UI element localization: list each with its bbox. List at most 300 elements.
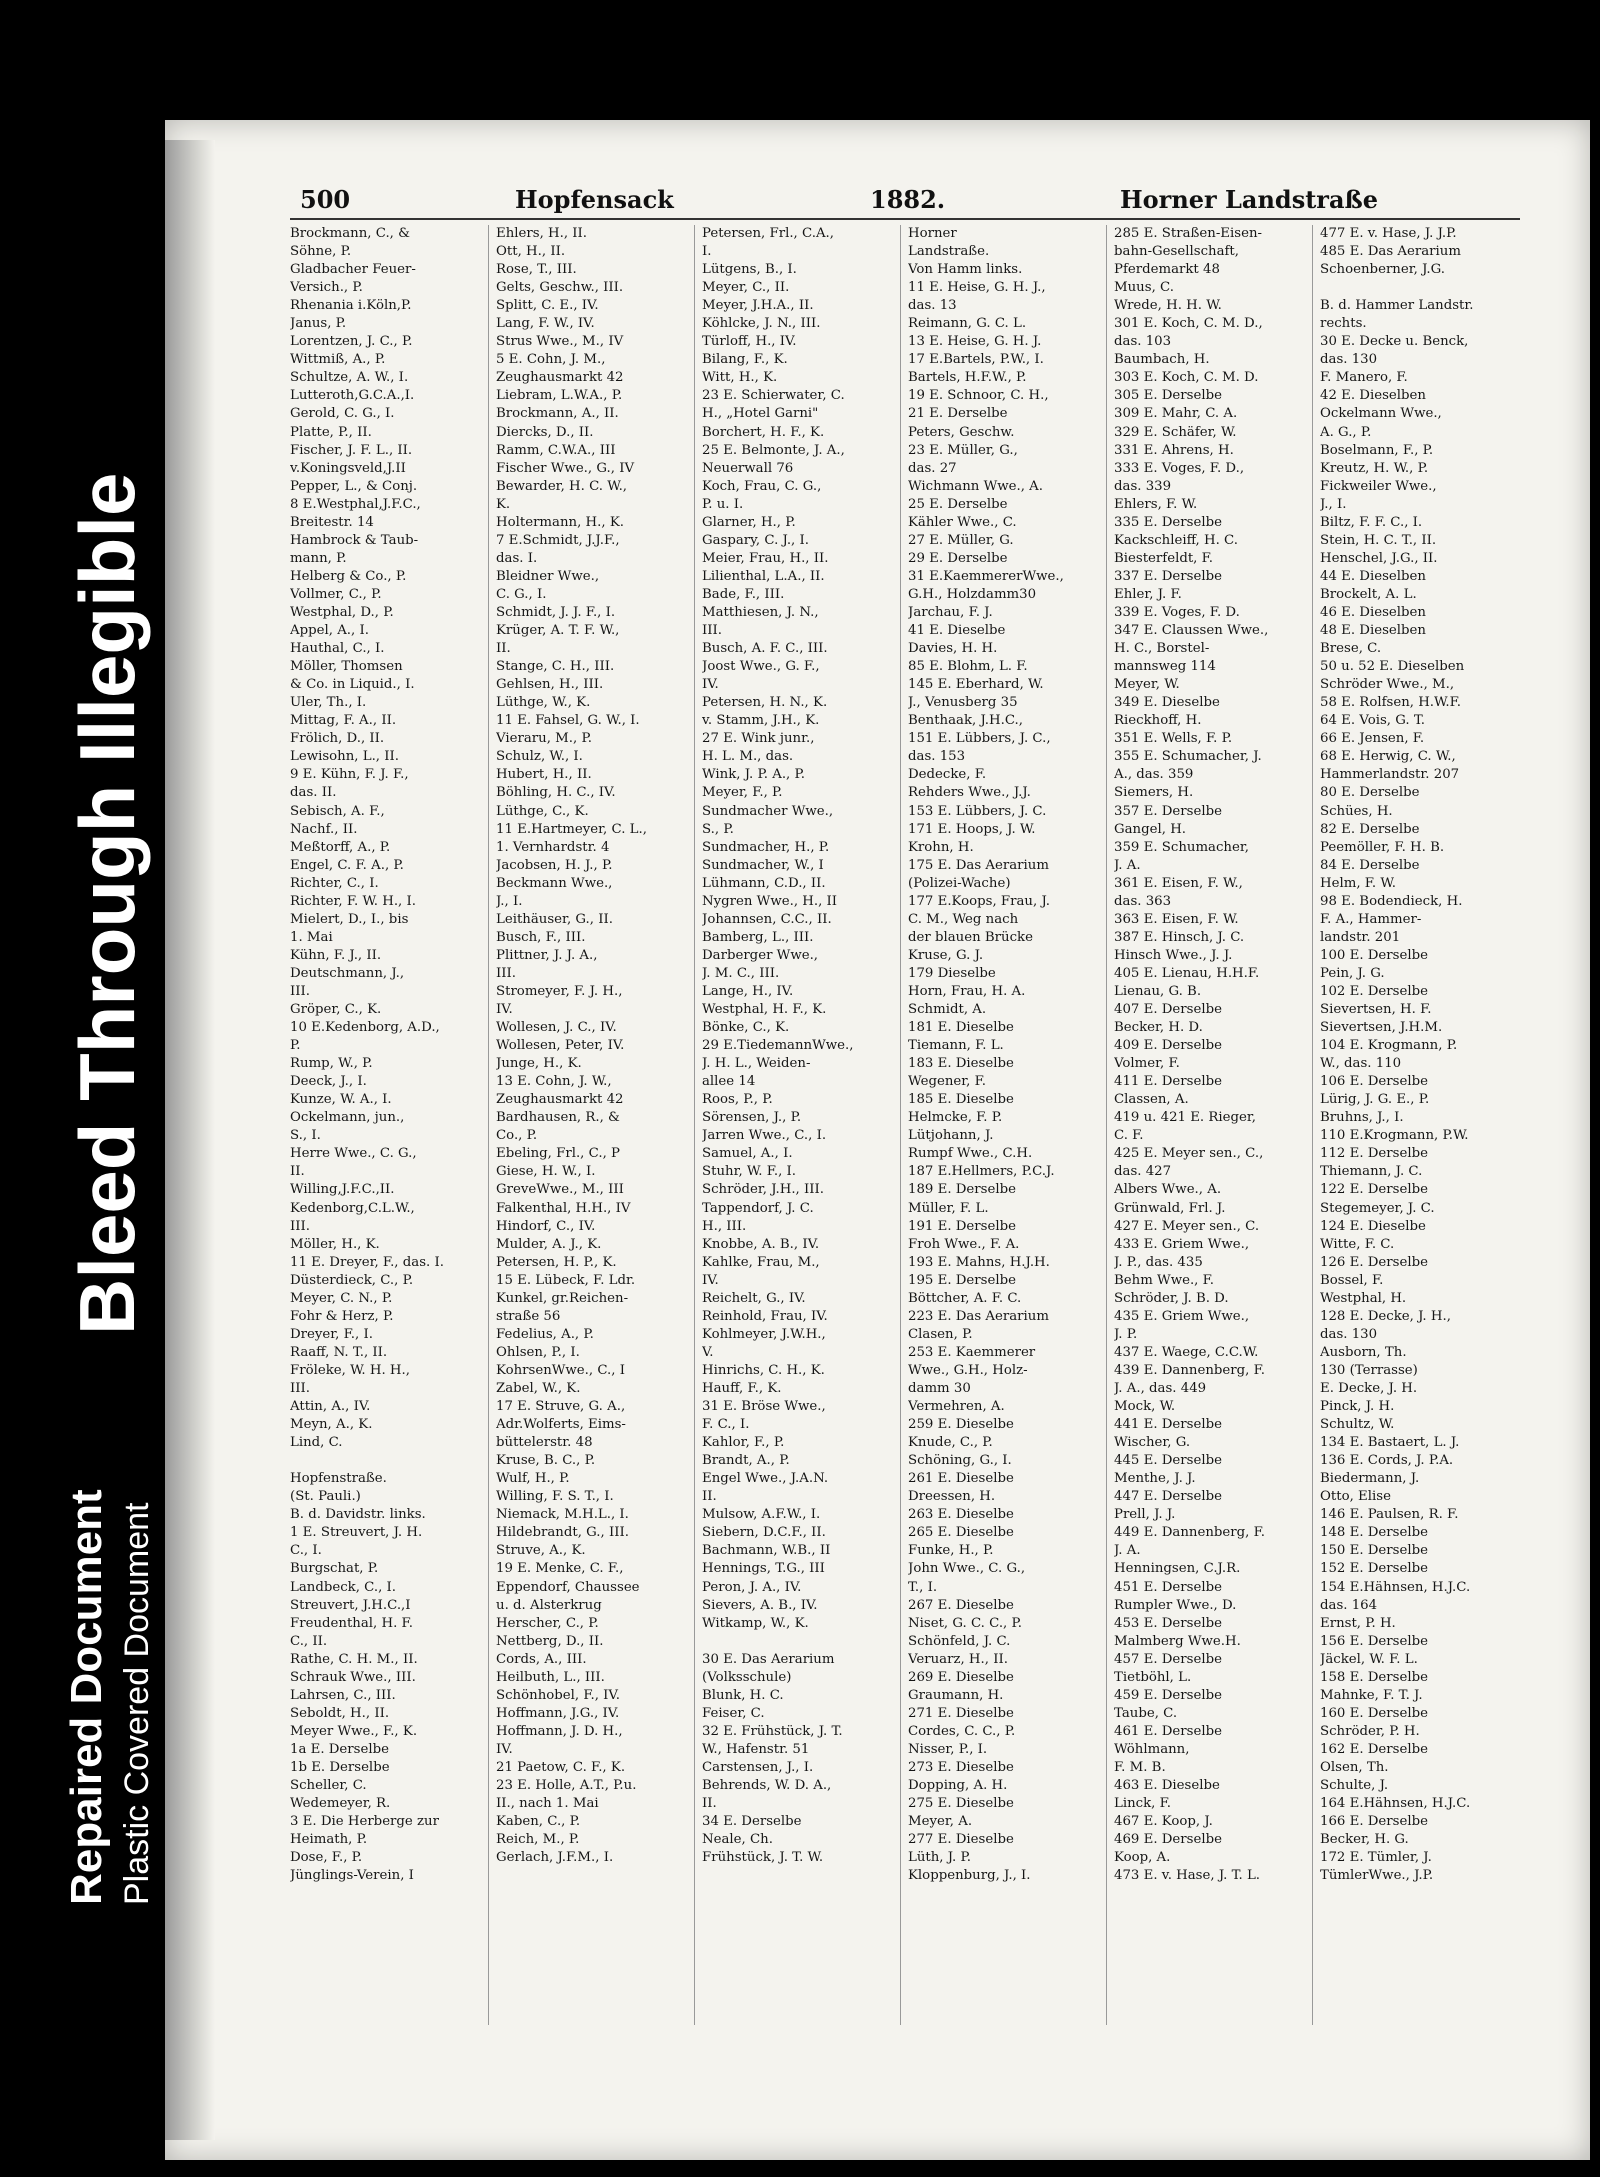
directory-entry: Meyer, F., P. [702,785,783,801]
directory-column-4 [908,225,1090,1885]
directory-entry: 148 E. Derselbe [1320,1525,1428,1541]
directory-entry: Ohlsen, P., I. [496,1344,580,1360]
directory-entry: Nettberg, D., II. [496,1633,604,1649]
directory-entry: 162 E. Derselbe [1320,1741,1428,1757]
directory-entry: Brockmann, A., II. [496,406,619,422]
directory-entry: Rehders Wwe., J.J. [908,785,1031,801]
directory-entry: 9 E. Kühn, F. J. F., [290,767,409,783]
directory-entry: V. [702,1344,714,1360]
directory-entry: Classen, A. [1114,1092,1189,1108]
directory-entry: C. M., Weg nach [908,911,1019,927]
directory-entry: 271 E. Dieselbe [908,1705,1014,1721]
directory-entry: Malmberg Wwe.H. [1114,1633,1241,1649]
directory-entry: Biesterfeldt, F. [1114,550,1214,566]
directory-entry: Sundmacher, W., I [702,857,824,873]
directory-entry: Peters, Geschw. [908,424,1015,440]
directory-entry: Ehler, J. F. [1114,586,1182,602]
directory-entry: Wwe., G.H., Holz- [908,1362,1028,1378]
directory-entry: C. F. [1114,1128,1144,1144]
directory-entry: J., I. [1320,496,1347,512]
page-year: 1882. [870,185,946,214]
directory-entry: 17 E.Bartels, P.W., I. [908,352,1044,368]
directory-entry: 46 E. Dieselben [1320,604,1426,620]
directory-entry: 25 E. Belmonte, J. A., [702,442,845,458]
directory-entry: Otto, Elise [1320,1489,1391,1505]
directory-entry: Sörensen, J., P. [702,1110,802,1126]
directory-entry: Lienau, G. B. [1114,983,1202,999]
directory-entry: Schmidt, A. [908,1002,987,1018]
page-number: 500 [300,185,351,214]
directory-entry: 136 E. Cords, J. P.A. [1320,1453,1454,1469]
directory-entry: Adr.Wolferts, Eims- [496,1417,626,1433]
directory-entry: Von Hamm links. [908,262,1023,278]
directory-entry: Reinhold, Frau, IV. [702,1308,828,1324]
directory-entry: Blunk, H. C. [702,1687,784,1703]
directory-entry: J., Venusberg 35 [908,695,1018,711]
directory-entry: 98 E. Bodendieck, H. [1320,893,1463,909]
directory-entry: Schröder, J.H., III. [702,1182,824,1198]
directory-entry: Hinsch Wwe., J. J. [1114,947,1233,963]
directory-entry: J. H. L., Weiden- [702,1056,811,1072]
directory-entry: & Co. in Liquid., I. [290,677,415,693]
directory-entry: Schröder, P. H. [1320,1723,1420,1739]
directory-entry: Schmidt, J. J. F., I. [496,604,616,620]
directory-entry: Meyn, A., K. [290,1417,373,1433]
directory-entry: 361 E. Eisen, F. W., [1114,875,1243,891]
directory-entry: Bamberg, L., III. [702,929,814,945]
column-divider [900,225,901,2025]
directory-entry: Liebram, L.W.A., P. [496,388,623,404]
directory-entry: Thiemann, J. C. [1320,1164,1423,1180]
directory-entry: 5 E. Cohn, J. M., [496,352,606,368]
directory-entry: Peemöller, F. H. B. [1320,839,1445,855]
directory-entry: Wedemeyer, R. [290,1796,391,1812]
directory-entry: A., das. 359 [1114,767,1194,783]
directory-entry: Herre Wwe., C. G., [290,1146,417,1162]
directory-entry: 100 E. Derselbe [1320,947,1428,963]
directory-entry: 151 E. Lübbers, J. C., [908,731,1051,747]
directory-entry: Junge, H., K. [496,1056,582,1072]
directory-entry: Bade, F., III. [702,586,785,602]
directory-entry: Co., P. [496,1128,538,1144]
directory-entry: Knude, C., P. [908,1435,993,1451]
directory-entry: das. II. [290,785,337,801]
directory-entry: Biedermann, J. [1320,1471,1420,1487]
directory-entry: Volmer, F. [1114,1056,1180,1072]
directory-entry: Boselmann, F., P. [1320,442,1434,458]
directory-entry: 451 E. Derselbe [1114,1579,1222,1595]
directory-entry: Darberger Wwe., [702,947,819,963]
directory-entry: 42 E. Dieselben [1320,388,1426,404]
directory-entry: 34 E. Derselbe [702,1814,802,1830]
directory-entry: Hauff, F., K. [702,1381,782,1396]
directory-entry: Lang, F. W., IV. [496,316,595,332]
directory-entry: 349 E. Dieselbe [1114,695,1220,711]
directory-entry: mannsweg 114 [1114,659,1216,675]
directory-entry: Mulder, A. J., K. [496,1236,602,1252]
directory-entry: Ehlers, F. W. [1114,496,1198,512]
directory-entry: Henschel, J.G., II. [1320,550,1438,566]
page-binding-edge [165,140,215,2140]
directory-entry: Ockelmann Wwe., [1320,406,1442,422]
directory-entry: 363 E. Eisen, F. W. [1114,911,1239,927]
directory-entry: Köhlcke, J. N., III. [702,316,821,332]
directory-entry: S., P. [702,821,734,837]
directory-entry: Lutteroth,G.C.A.,I. [290,388,415,404]
directory-entry: TümlerWwe., J.P. [1320,1868,1434,1884]
directory-entry: Glarner, H., P. [702,514,796,530]
directory-entry: 126 E. Derselbe [1320,1254,1428,1270]
directory-entry: Albers Wwe., A. [1114,1182,1222,1198]
directory-entry: Willing, F. S. T., I. [496,1489,614,1505]
directory-entry: Struve, A., K. [496,1543,586,1559]
directory-entry: Nygren Wwe., H., II [702,893,838,909]
directory-entry: 158 E. Derselbe [1320,1669,1428,1685]
directory-entry: Johannsen, C.C., II. [702,911,832,927]
directory-entry: Hildebrandt, G., III. [496,1525,629,1541]
directory-entry: 387 E. Hinsch, J. C. [1114,929,1245,945]
directory-entry: Sundmacher Wwe., [702,803,834,819]
directory-entry: 357 E. Derselbe [1114,803,1222,819]
directory-entry: Schöning, G., I. [908,1453,1012,1469]
directory-entry: Türloff, H., IV. [702,334,797,350]
directory-entry: 82 E. Derselbe [1320,821,1420,837]
directory-entry: 44 E. Dieselben [1320,568,1426,584]
directory-entry: Pferdemarkt 48 [1114,262,1220,278]
directory-entry: Gerlach, J.F.M., I. [496,1850,614,1866]
directory-entry: Petersen, H. P., K. [496,1254,617,1270]
directory-entry: Sievertsen, J.H.M. [1320,1020,1443,1036]
directory-column-5 [1114,225,1296,1885]
directory-entry: 435 E. Griem Wwe., [1114,1308,1250,1324]
directory-entry: Busch, F., III. [496,929,586,945]
directory-entry: 485 E. Das Aerarium [1320,244,1461,260]
directory-entry: das. 164 [1320,1597,1378,1613]
directory-entry: Kedenborg,C.L.W., [290,1200,415,1216]
directory-entry: das. 153 [908,749,966,765]
directory-entry: 50 u. 52 E. Dieselben [1320,659,1465,675]
directory-entry: Tappendorf, J. C. [702,1200,814,1216]
directory-entry: Fohr & Herz, P. [290,1308,394,1324]
directory-entry: Prell, J. J. [1114,1507,1176,1523]
directory-entry: 152 E. Derselbe [1320,1561,1428,1577]
directory-entry: B. d. Hammer Landstr. [1320,298,1474,314]
directory-entry: Willing,J.F.C.,II. [290,1182,395,1198]
directory-entry: Gerold, C. G., I. [290,406,395,422]
directory-entry: Düsterdieck, C., P. [290,1272,414,1288]
directory-entry: Lahrsen, C., III. [290,1687,396,1703]
directory-entry: Stegemeyer, J. C. [1320,1200,1435,1216]
directory-entry: Jarchau, F. J. [908,604,993,620]
directory-entry: 181 E. Dieselbe [908,1020,1014,1036]
directory-entry: Bönke, C., K. [702,1020,790,1036]
directory-entry: 8 E.Westphal,J.F.C., [290,496,421,512]
directory-entry: Helmcke, F. P. [908,1110,1003,1126]
directory-entry: Meyer, C., II. [702,280,790,296]
directory-entry: Bartels, H.F.W., P. [908,370,1027,386]
directory-entry: 195 E. Derselbe [908,1272,1016,1288]
directory-entry: 110 E.Krogmann, P.W. [1320,1128,1469,1144]
directory-entry: Hoffmann, J.G., IV. [496,1705,620,1721]
directory-entry: damm 30 [908,1381,971,1396]
directory-entry: Streuvert, J.H.C.,I [290,1597,411,1613]
directory-entry: bahn-Gesellschaft, [1114,244,1240,260]
directory-entry: Lüth, J. P. [908,1850,971,1866]
directory-entry: Reich, M., P. [496,1832,580,1848]
directory-entry: Kreutz, H. W., P. [1320,460,1429,476]
directory-entry: Engel Wwe., J.A.N. [702,1471,829,1487]
directory-entry: Stuhr, W. F., I. [702,1164,797,1180]
directory-entry: Breitestr. 14 [290,514,374,530]
directory-entry: Clasen, P. [908,1326,973,1342]
directory-entry: Neuerwall 76 [702,460,794,476]
directory-entry: Rathe, C. H. M., II. [290,1651,418,1667]
directory-entry: 134 E. Bastaert, L. J. [1320,1435,1460,1451]
directory-entry: Samuel, A., I. [702,1146,793,1162]
directory-entry: Bachmann, W.B., II [702,1543,831,1559]
directory-entry: 303 E. Koch, C. M. D. [1114,370,1259,386]
directory-entry: Vieraru, M., P. [496,731,592,747]
directory-entry: 15 E. Lübeck, F. Ldr. [496,1272,636,1288]
directory-entry: Meyer, W. [1114,677,1180,693]
directory-entry: Menthe, J. J. [1114,1471,1196,1487]
directory-entry: das. 27 [908,460,957,476]
directory-entry: F. C., I. [702,1417,750,1433]
directory-entry: Ebeling, Frl., C., P [496,1146,620,1162]
directory-column-1 [290,225,472,1885]
directory-entry: A. G., P. [1320,424,1372,440]
directory-entry: 329 E. Schäfer, W. [1114,424,1237,440]
directory-entry: Petersen, Frl., C.A., [702,226,834,241]
directory-entry: Dreyer, F., I. [290,1326,373,1342]
directory-entry: Raaff, N. T., II. [290,1344,388,1360]
directory-entry: Lüthge, C., K. [496,803,589,819]
directory-entry: Henningsen, C.J.R. [1114,1561,1241,1577]
directory-entry: Meyer, J.H.A., II. [702,298,814,314]
directory-entry: 1b E. Derselbe [290,1759,390,1775]
directory-entry: 128 E. Decke, J. H., [1320,1308,1451,1324]
directory-entry: Olsen, Th. [1320,1759,1389,1775]
directory-entry: III. [290,1381,310,1396]
directory-entry: Brockmann, C., & [290,226,410,241]
directory-entry: 1. Mai [290,929,333,945]
directory-entry: Wichmann Wwe., A. [908,478,1044,494]
directory-entry: IV. [496,1002,513,1018]
directory-entry: 150 E. Derselbe [1320,1543,1428,1559]
directory-entry: Plittner, J. J. A., [496,947,598,963]
directory-entry: II., nach 1. Mai [496,1796,599,1812]
directory-entry: 453 E. Derselbe [1114,1615,1222,1631]
directory-entry [702,1633,884,1651]
directory-entry: Ehlers, H., II. [496,226,588,241]
directory-entry: Schrauk Wwe., III. [290,1669,416,1685]
directory-entry: 457 E. Derselbe [1114,1651,1222,1667]
directory-entry: Muus, C. [1114,280,1174,296]
directory-entry: v.Koningsveld,J.II [290,460,406,476]
directory-entry: 106 E. Derselbe [1320,1074,1428,1090]
directory-entry: 23 E. Müller, G., [908,442,1018,458]
directory-entry: Schröder, J. B. D. [1114,1290,1229,1306]
directory-entry: Cords, A., III. [496,1651,587,1667]
directory-entry: Witte, F. C. [1320,1236,1395,1252]
directory-entry: G.H., Holzdamm30 [908,586,1037,602]
directory-entry: 23 E. Schierwater, C. [702,388,845,404]
directory-entry: 21 Paetow, C. F., K. [496,1759,626,1775]
directory-entry: Gaspary, C. J., I. [702,532,809,548]
directory-entry: 80 E. Derselbe [1320,785,1420,801]
directory-entry: Schönhobel, F., IV. [496,1687,620,1703]
directory-entry: W., Hafenstr. 51 [702,1741,810,1757]
directory-entry: 425 E. Meyer sen., C., [1114,1146,1264,1162]
directory-entry: büttelerstr. 48 [496,1435,593,1451]
directory-entry: Gelts, Geschw., III. [496,280,624,296]
directory-entry: Wöhlmann, [1114,1741,1190,1757]
directory-entry: Giese, H. W., I. [496,1164,596,1180]
directory-entry: Graumann, H. [908,1687,1004,1703]
directory-entry: Hindorf, C., IV. [496,1218,596,1234]
directory-entry: 11 E.Hartmeyer, C. L., [496,821,647,837]
directory-entry: Niemack, M.H.L., I. [496,1507,629,1523]
directory-entry: Sundmacher, H., P. [702,839,830,855]
directory-entry: F. A., Hammer- [1320,911,1422,927]
directory-entry: (Polizei-Wache) [908,875,1011,891]
directory-entry: Eppendorf, Chaussee [496,1579,640,1595]
directory-entry: Veruarz, H., II. [908,1651,1008,1667]
directory-entry: das. 339 [1114,478,1172,494]
directory-entry: Bleidner Wwe., [496,568,600,584]
directory-entry: Schües, H. [1320,803,1393,819]
directory-entry: 13 E. Heise, G. H. J. [908,334,1042,350]
directory-entry: 175 E. Das Aerarium [908,857,1049,873]
directory-entry: P. [290,1038,301,1054]
directory-entry: Dreessen, H. [908,1489,996,1505]
directory-entry: 445 E. Derselbe [1114,1453,1222,1469]
directory-entry: Vermehren, A. [908,1399,1005,1415]
directory-entry: 273 E. Dieselbe [908,1759,1014,1775]
directory-entry: 439 E. Dannenberg, F. [1114,1362,1265,1378]
directory-entry: Schröder Wwe., M., [1320,677,1455,693]
directory-entry: 1a E. Derselbe [290,1741,389,1757]
directory-entry: 285 E. Straßen-Eisen- [1114,226,1263,241]
directory-entry: 19 E. Schnoor, C. H., [908,388,1049,404]
archive-stamp-strip [0,0,160,2177]
directory-entry: Hubert, H., II. [496,767,592,783]
directory-entry: 41 E. Dieselbe [908,623,1006,639]
directory-entry: III. [702,623,722,639]
directory-entry: Versich., P. [290,280,363,296]
directory-entry: 3 E. Die Herberge zur [290,1814,439,1830]
directory-entry: 459 E. Derselbe [1114,1687,1222,1703]
directory-entry: 11 E. Fahsel, G. W., I. [496,713,640,729]
directory-entry: 193 E. Mahns, H.J.H. [908,1254,1050,1270]
directory-entry: 30 E. Decke u. Benck, [1320,334,1469,350]
directory-entry: Herscher, C., P. [496,1615,599,1631]
directory-entry: 145 E. Eberhard, W. [908,677,1044,693]
directory-entry: Meyer, A. [908,1814,973,1830]
directory-entry: Lürig, J. G. E., P. [1320,1092,1430,1108]
directory-entry: Diercks, D., II. [496,424,594,440]
directory-entry: Meyer Wwe., F., K. [290,1723,418,1739]
directory-entry: Brockelt, A. L. [1320,586,1417,602]
directory-entry: B. d. Davidstr. links. [290,1507,426,1523]
directory-entry: W., das. 110 [1320,1056,1402,1072]
directory-entry: Kahlke, Frau, M., [702,1254,820,1270]
directory-entry: Meier, Frau, H., II. [702,550,829,566]
directory-entry: 31 E. Bröse Wwe., [702,1399,826,1415]
directory-entry: Richter, F. W. H., I. [290,893,416,909]
directory-entry: J. M. C., III. [702,965,780,981]
directory-entry: 339 E. Voges, F. D. [1114,604,1240,620]
directory-entry: Janus, P. [290,316,347,332]
directory-entry: mann, P. [290,550,347,566]
directory-entry: v. Stamm, J.H., K. [702,713,820,729]
directory-entry: Rumpler Wwe., D. [1114,1597,1237,1613]
directory-entry: Lütjohann, J. [908,1128,994,1144]
directory-entry: Stange, C. H., III. [496,659,615,675]
directory-entry: Zeughausmarkt 42 [496,370,624,386]
directory-entry: GreveWwe., M., III [496,1182,624,1198]
directory-entry: Müller, F. L. [908,1200,989,1216]
directory-entry: Fischer, J. F. L., II. [290,442,413,458]
directory-entry: F. M. B. [1114,1759,1166,1775]
directory-entry: 441 E. Derselbe [1114,1417,1222,1433]
directory-entry: Matthiesen, J. N., [702,604,819,620]
directory-entry: das. 363 [1114,893,1172,909]
directory-entry: Beckmann Wwe., [496,875,613,891]
directory-entry: 30 E. Das Aerarium [702,1651,835,1667]
directory-entry: S., I. [290,1128,321,1144]
directory-entry: Gehlsen, H., III. [496,677,604,693]
directory-entry: C. G., I. [496,586,547,602]
directory-entry: Mittag, F. A., II. [290,713,397,729]
directory-entry: Joost Wwe., G. F., [702,659,820,675]
directory-entry: 253 E. Kaemmerer [908,1344,1036,1360]
directory-entry: 124 E. Dieselbe [1320,1218,1426,1234]
directory-entry: (Volksschule) [702,1669,792,1685]
directory-entry: Becker, H. G. [1320,1832,1409,1848]
directory-entry: Vollmer, C., P. [290,586,382,602]
directory-entry: das. 130 [1320,352,1378,368]
directory-entry: Knobbe, A. B., IV. [702,1236,820,1252]
directory-entry: Lorentzen, J. C., P. [290,334,413,350]
header-rule [290,218,1520,220]
directory-entry: III. [290,983,310,999]
directory-entry: Hauthal, C., I. [290,641,385,657]
directory-entry: das. 103 [1114,334,1172,350]
directory-entry: Koop, A. [1114,1850,1171,1866]
directory-entry: 191 E. Derselbe [908,1218,1016,1234]
directory-entry: Pepper, L., & Conj. [290,478,418,494]
plastic-covered-stamp: Plastic Covered Document [118,1502,156,1905]
directory-entry: Lewisohn, L., II. [290,749,399,765]
directory-entry: Heimath, P. [290,1832,368,1848]
right-running-title: Horner Landstraße [1120,185,1378,214]
directory-entry: 469 E. Derselbe [1114,1832,1222,1848]
directory-entry: Taube, C. [1114,1705,1178,1721]
directory-entry: Sebisch, A. F., [290,803,385,819]
directory-entry: 58 E. Rolfsen, H.W.F. [1320,695,1461,711]
directory-entry: T., I. [908,1579,938,1595]
directory-entry: Peron, J. A., IV. [702,1579,802,1595]
directory-entry: Frühstück, J. T. W. [702,1850,824,1866]
directory-entry: das. 130 [1320,1326,1378,1342]
directory-entry: Zeughausmarkt 42 [496,1092,624,1108]
directory-entry: Platte, P., II. [290,424,372,440]
directory-entry: Mahnke, F. T. J. [1320,1687,1423,1703]
directory-entry: Burgschat, P. [290,1561,379,1577]
directory-entry: Kühn, F. J., II. [290,947,382,963]
directory-entry: 427 E. Meyer sen., C. [1114,1218,1260,1234]
